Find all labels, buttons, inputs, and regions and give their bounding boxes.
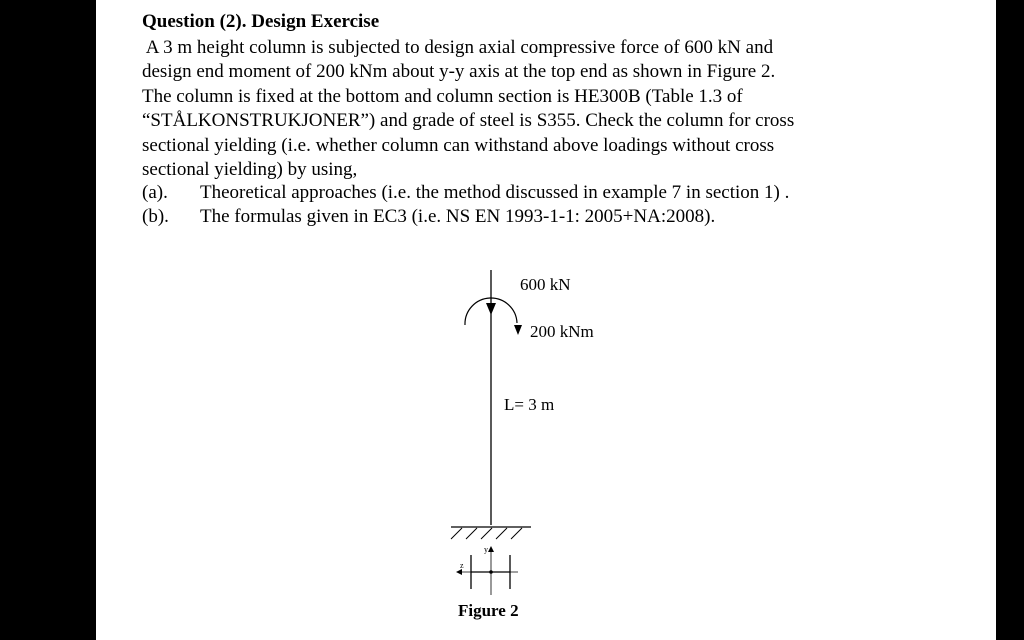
force-label: 600 kN (520, 275, 571, 294)
length-label: L= 3 m (504, 395, 555, 414)
moment-arrowhead-icon (514, 325, 522, 335)
column-diagram (96, 255, 996, 640)
document-page (96, 0, 996, 640)
question-title: Question (2). Design Exercise (142, 11, 380, 32)
list-item-label: (a). (142, 182, 168, 203)
paragraph-line: sectional yielding (i.e. whether column can withstand above loadings without cross (142, 134, 775, 156)
list-item-text: Theoretical approaches (i.e. the method discussed in example 7 in section 1) . (200, 182, 790, 203)
paragraph-line: “STÅLKONSTRUKJONER”) and grade of steel is S355. Check the column for cross (142, 110, 795, 132)
paragraph-line: sectional yielding) by using, (142, 159, 358, 181)
list-item-b (142, 206, 715, 228)
force-arrow-icon (486, 303, 496, 315)
paragraph-line: design end moment of 200 kNm about y-y axis at the top end as shown in Figure 2. (142, 61, 776, 83)
axis-y-label: y (484, 545, 488, 554)
y-axis-arrowhead-icon (488, 546, 494, 552)
figure-caption: Figure 2 (458, 601, 519, 620)
question-paragraph (142, 36, 882, 182)
list-item-text: The formulas given in EC3 (i.e. NS EN 1993-1-1: 2005+NA:2008). (200, 206, 716, 227)
ground-hatch-icon (451, 528, 522, 539)
axis-z-label: z (460, 561, 464, 570)
figure-2 (96, 255, 996, 640)
list-item-a (142, 182, 789, 204)
section-centroid-icon (489, 570, 493, 574)
moment-label: 200 kNm (530, 322, 594, 341)
list-item-label: (b). (142, 206, 169, 227)
paragraph-line: A 3 m height column is subjected to design axial compressive force of 600 kN and (142, 37, 774, 58)
paragraph-line: The column is fixed at the bottom and column section is HE300B (Table 1.3 of (142, 85, 743, 107)
